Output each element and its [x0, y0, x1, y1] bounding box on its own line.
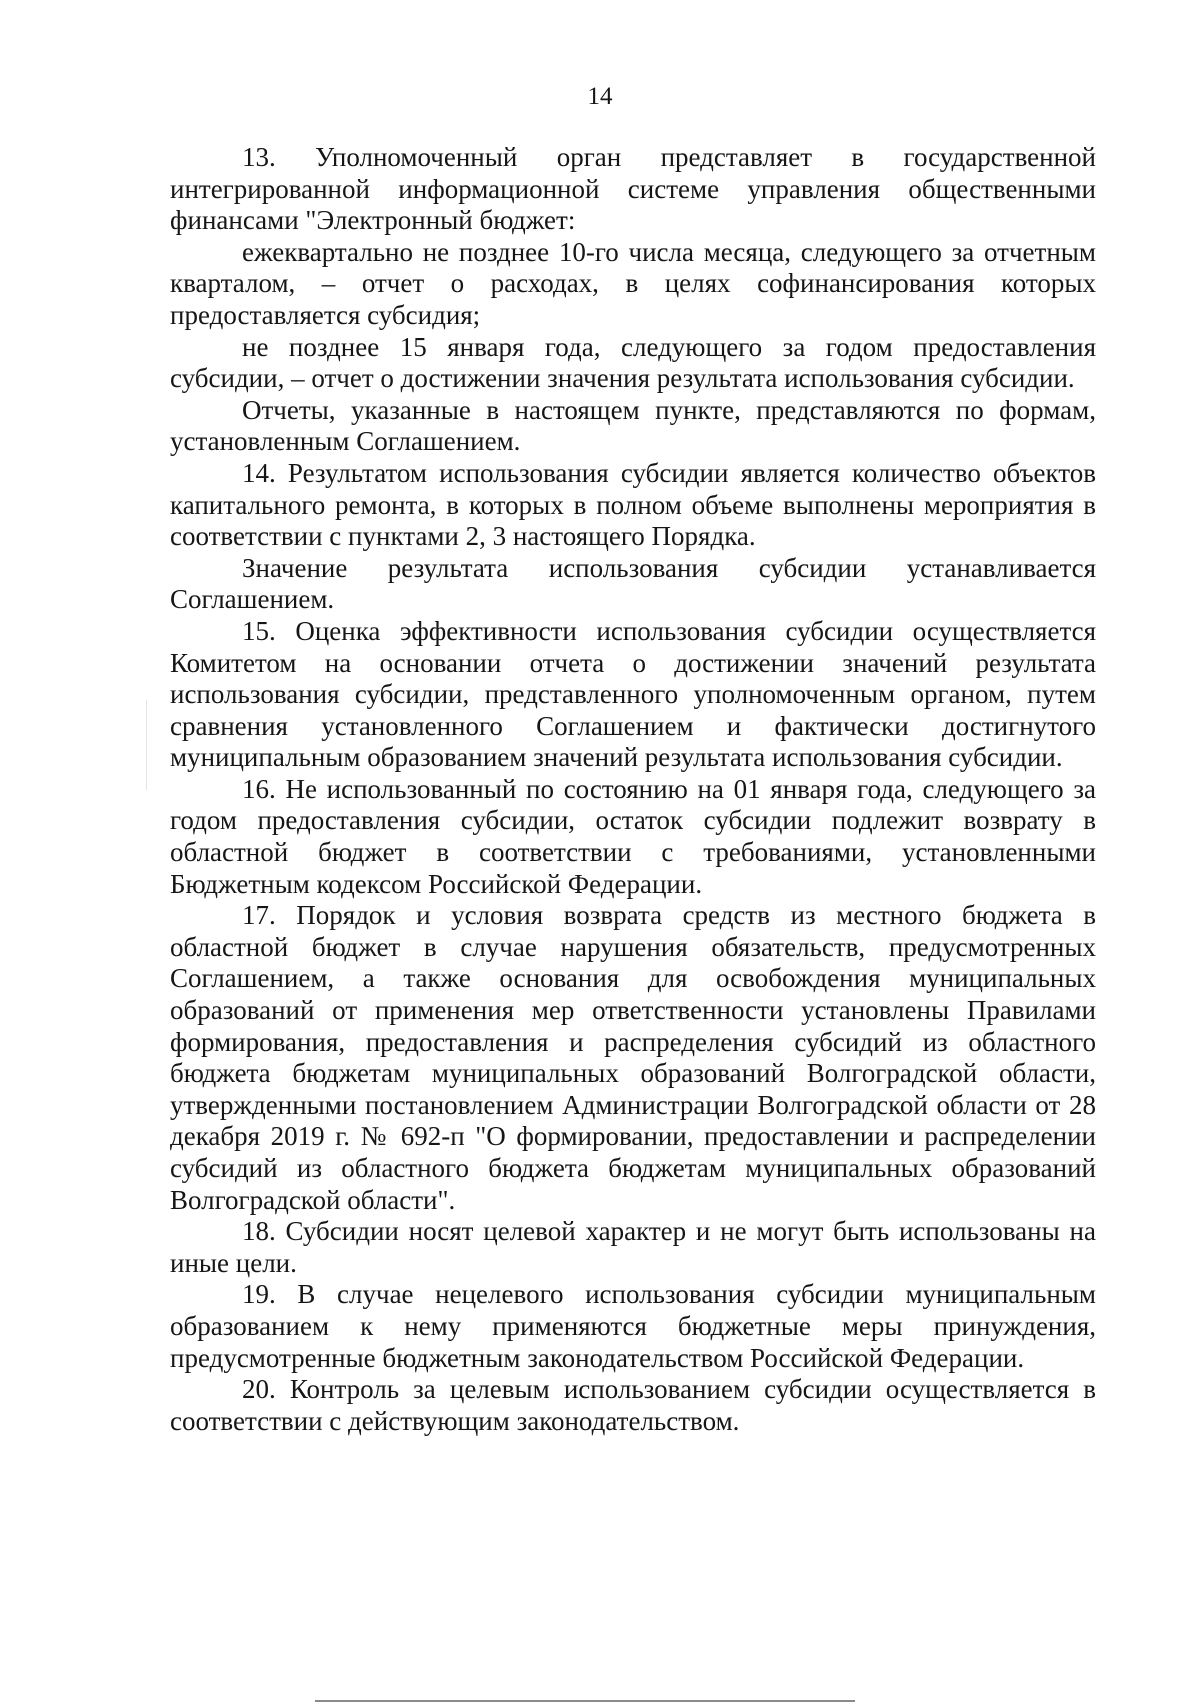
- scan-artifact-line: [146, 700, 147, 790]
- page-number: 14: [587, 83, 613, 110]
- paragraph-14: 14. Результатом использования субсидии является количество объектов капитального ремонта, в которых в полном объеме выполнены мероприятия в соответствии с пунктами 2, 3 настоящего Порядка.: [170, 457, 1096, 552]
- paragraph-13-annual-report: не позднее 15 января года, следующего за годом предоставления субсидии, – отчет о достижении значения результата использования субсидии.: [170, 331, 1096, 394]
- paragraph-13-quarterly-report: ежеквартально не позднее 10-го числа месяца, следующего за отчетным кварталом, – отчет о расходах, в целях софинансирования которых предоставляется субсидия;: [170, 236, 1096, 330]
- paragraph-17: 17. Порядок и условия возврата средств из местного бюджета в областной бюджет в случае нарушения обязательств, предусмотренных Соглашением, а также основания для освобождения муниципальных образований от применения мер ответственности установлены Правилами формирования, предоставления и распределения субсидий из областного бюджета бюджетам муниципальных образований Волгоградской области, утвержденными постановлением Администрации Волгоградской области от 28 декабря 2019 г. № 692-п "О формировании, предоставлении и распределении субсидий из областного бюджета бюджетам муниципальных образований Волгоградской области".: [170, 900, 1096, 1215]
- paragraph-13: 13. Уполномоченный орган представляет в государственной интегрированной информационной системе управления общественными финансами "Электронный бюджет:: [170, 142, 1096, 236]
- document-body: [170, 142, 1096, 1437]
- bottom-edge-line: [315, 1700, 855, 1702]
- paragraph-18: 18. Субсидии носят целевой характер и не могут быть использованы на иные цели.: [170, 1216, 1096, 1278]
- paragraph-20: 20. Контроль за целевым использованием субсидии осуществляется в соответствии с действующим законодательством.: [170, 1374, 1096, 1436]
- paragraph-13-report-forms: Отчеты, указанные в настоящем пункте, представляются по формам, установленным Соглашением.: [170, 394, 1096, 457]
- paragraph-19: 19. В случае нецелевого использования субсидии муниципальным образованием к нему применяются бюджетные меры принуждения, предусмотренные бюджетным законодательством Российской Федерации.: [170, 1279, 1096, 1373]
- paragraph-14-result-value: Значение результата использования субсидии устанавливается Соглашением.: [170, 552, 1096, 615]
- paragraph-15: 15. Оценка эффективности использования субсидии осуществляется Комитетом на основании отчета о достижении значений результата использования субсидии, представленного уполномоченным органом, путем сравнения установленного Соглашением и фактически достигнутого муниципальным образованием значений результата использования субсидии.: [170, 615, 1096, 773]
- paragraph-16: 16. Не использованный по состоянию на 01 января года, следующего за годом предоставления субсидии, остаток субсидии подлежит возврату в областной бюджет в соответствии с требованиями, установленными Бюджетным кодексом Российской Федерации.: [170, 773, 1096, 899]
